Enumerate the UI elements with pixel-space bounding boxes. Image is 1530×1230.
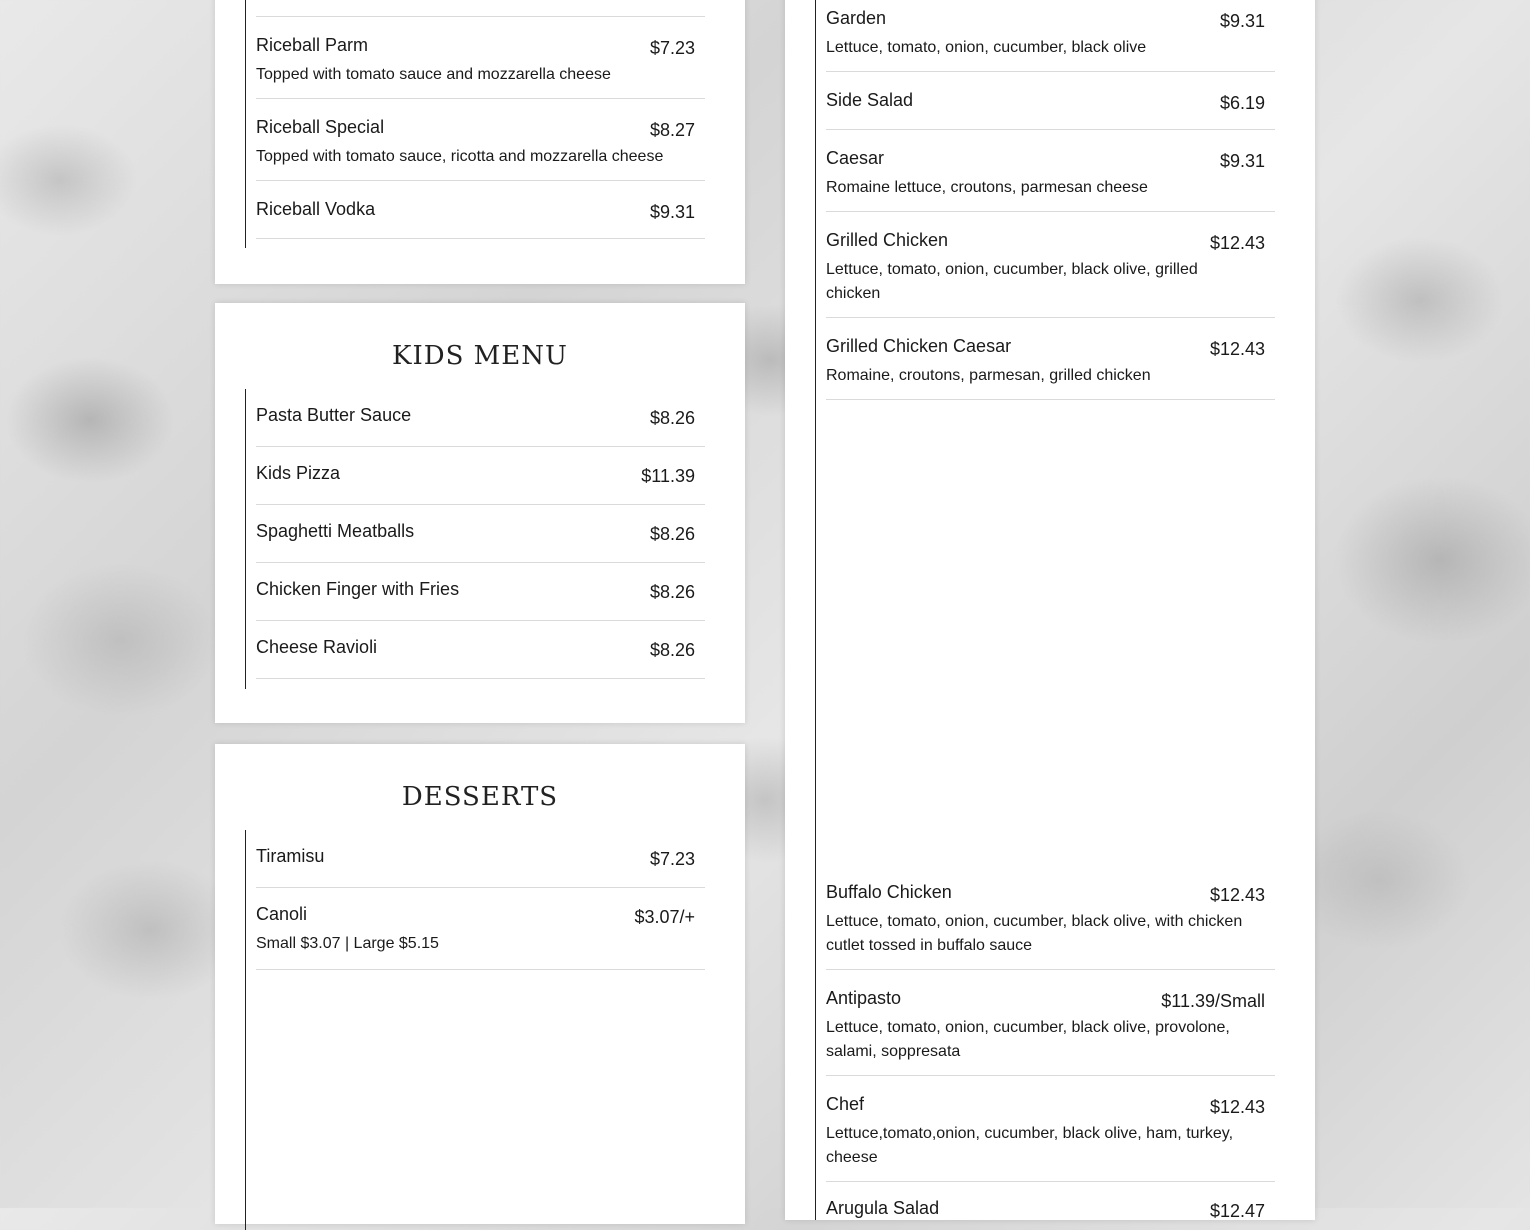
menu-item-arugula-salad[interactable] — [826, 1195, 1275, 1221]
kids-menu-card — [215, 303, 745, 723]
menu-item-chef[interactable] — [826, 1091, 1275, 1182]
item-name: Grilled Chicken — [826, 230, 949, 250]
item-name: Garden — [826, 8, 887, 28]
menu-item-chicken-finger[interactable] — [256, 576, 705, 621]
menu-item-grilled-chicken[interactable] — [826, 227, 1275, 318]
menu-item-side-salad[interactable] — [826, 87, 1275, 130]
menu-item-grilled-chicken-caesar[interactable] — [826, 333, 1275, 400]
section-rail — [815, 0, 816, 1220]
menu-item-pasta-butter-sauce[interactable] — [256, 402, 705, 447]
item-price: $7.23 — [649, 849, 695, 869]
item-description: Lettuce, tomato, onion, cucumber, black olive, grilled chicken — [826, 261, 1198, 302]
item-description: Topped with tomato sauce, ricotta and mozzarella cheese — [256, 148, 664, 165]
item-description: Romaine lettuce, croutons, parmesan cheese — [826, 179, 1148, 196]
item-description: Small $3.07 | Large $5.15 — [256, 935, 439, 952]
menu-item-caesar[interactable] — [826, 145, 1275, 212]
item-price: $8.26 — [649, 582, 695, 602]
section-rail — [245, 389, 246, 689]
item-price: $6.19 — [1219, 93, 1265, 113]
item-price: $3.07/+ — [634, 907, 695, 927]
item-description: Lettuce, tomato, onion, cucumber, black olive, provolone, salami, soppresata — [826, 1019, 1230, 1060]
item-price: $12.43 — [1209, 1097, 1265, 1117]
item-price: $9.31 — [1219, 151, 1265, 171]
item-name: Buffalo Chicken — [826, 882, 952, 902]
menu-item-riceball-parm[interactable] — [256, 32, 705, 99]
item-name: Canoli — [256, 904, 308, 924]
item-price: $11.39 — [641, 466, 695, 486]
item-name: Chef — [826, 1094, 865, 1114]
item-description: Lettuce,tomato,onion, cucumber, black olive, ham, turkey, cheese — [826, 1125, 1234, 1166]
item-name: Grilled Chicken Caesar — [826, 336, 1012, 356]
item-name: Pasta Butter Sauce — [256, 405, 412, 425]
menu-item-cheese-ravioli[interactable] — [256, 634, 705, 679]
item-price: $8.27 — [649, 120, 695, 140]
riceball-section-card — [215, 0, 745, 284]
item-price: $12.43 — [1209, 885, 1265, 905]
menu-item-tiramisu[interactable] — [256, 843, 705, 888]
section-rail — [245, 0, 246, 248]
item-price: $9.31 — [649, 202, 695, 222]
item-price: $11.39/Small — [1161, 991, 1265, 1011]
section-rail — [245, 830, 246, 1230]
item-price: $9.31 — [1219, 11, 1265, 31]
item-price: $7.23 — [649, 38, 695, 58]
item-price: $8.26 — [649, 524, 695, 544]
section-title: KIDS MENU — [392, 341, 568, 371]
menu-item-buffalo-chicken[interactable] — [826, 879, 1275, 970]
menu-item-kids-pizza[interactable] — [256, 460, 705, 505]
item-name: Riceball Parm — [256, 35, 369, 55]
item-description: Topped with tomato sauce and mozzarella cheese — [256, 66, 611, 83]
menu-item-riceball-vodka[interactable] — [256, 196, 705, 239]
item-description: Lettuce, tomato, onion, cucumber, black olive, with chicken cutlet tossed in buffalo sauce — [826, 913, 1243, 954]
item-name: Caesar — [826, 148, 885, 168]
item-name: Riceball Vodka — [256, 199, 376, 219]
item-name: Riceball Special — [256, 117, 385, 137]
item-price: $8.26 — [649, 640, 695, 660]
desserts-card — [215, 744, 745, 1224]
item-price: $8.26 — [649, 408, 695, 428]
item-description: Romaine, croutons, parmesan, grilled chicken — [826, 367, 1151, 384]
item-name: Spaghetti Meatballs — [256, 521, 415, 541]
item-name: Side Salad — [826, 90, 914, 110]
menu-item-garden[interactable] — [826, 5, 1275, 72]
item-name: Chicken Finger with Fries — [256, 579, 460, 599]
menu-item-riceball-special[interactable] — [256, 114, 705, 181]
salads-card — [785, 0, 1315, 1220]
item-price: $12.43 — [1209, 233, 1265, 253]
item-name: Antipasto — [826, 988, 902, 1008]
item-name: Arugula Salad — [826, 1198, 940, 1218]
item-name: Tiramisu — [256, 846, 325, 866]
item-name: Kids Pizza — [256, 463, 341, 483]
section-title: DESSERTS — [401, 782, 559, 812]
item-price: $12.47 — [1209, 1201, 1265, 1221]
item-description: Lettuce, tomato, onion, cucumber, black olive — [826, 39, 1147, 56]
menu-item-spaghetti-meatballs[interactable] — [256, 518, 705, 563]
menu-item — [256, 0, 705, 17]
item-price: $12.43 — [1209, 339, 1265, 359]
item-name: Cheese Ravioli — [256, 637, 378, 657]
menu-item-canoli[interactable] — [256, 901, 705, 970]
menu-item-antipasto[interactable] — [826, 985, 1275, 1076]
